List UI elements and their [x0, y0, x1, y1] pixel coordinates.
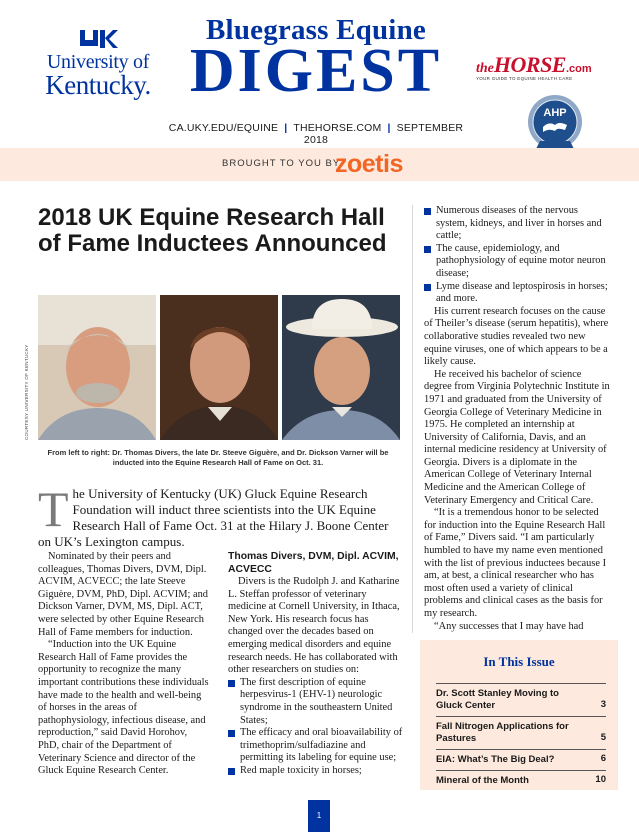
list-item: Lyme disease and leptospirosis in horses; and more. — [424, 281, 610, 306]
issue-item-mineral[interactable] — [436, 770, 606, 791]
issue-item-title: EIA: What’s The Big Deal? — [436, 754, 555, 765]
section-heading: Thomas Divers, DVM, Dipl. ACVIM, ACVECC — [228, 551, 399, 575]
article-lead — [38, 481, 398, 550]
masthead-subtitle: Bluegrass Equine — [206, 14, 426, 46]
issue-item-page: 5 — [600, 732, 606, 743]
article-headline: 2018 UK Equine Research Hall of Fame Inductees Announced — [38, 204, 387, 257]
bullet-square-icon — [424, 208, 431, 215]
in-this-issue-list — [436, 683, 606, 791]
ahp-award-badge-icon — [526, 93, 584, 155]
nav-partner-link[interactable]: THEHORSE.COM — [293, 122, 382, 134]
issue-item-page: 10 — [595, 774, 606, 785]
nav-separator: | — [387, 122, 391, 134]
article-column-2 — [228, 551, 404, 778]
nav-site-link[interactable]: CA.UKY.EDU/EQUINE — [168, 122, 279, 134]
page-number: 1 — [316, 811, 322, 820]
photo-steeve-giguere — [160, 295, 278, 440]
bullet-square-icon — [228, 768, 235, 775]
issue-item-page: 3 — [600, 699, 606, 710]
bullet-square-icon — [424, 284, 431, 291]
photo-thomas-divers — [38, 295, 156, 440]
masthead-nav — [156, 122, 476, 146]
bullet-square-icon — [424, 246, 431, 253]
issue-item-nitrogen[interactable] — [436, 716, 606, 749]
horse-logo-tagline: YOUR GUIDE TO EQUINE HEALTH CARE — [476, 76, 573, 81]
photo-credit: COURTESY UNIVERSITY OF KENTUCKY — [24, 344, 29, 440]
horse-logo-the: the — [476, 61, 494, 76]
issue-date: SEPTEMBER 2018 — [303, 122, 464, 146]
issue-item-page: 6 — [600, 753, 606, 764]
list-item: The cause, epidemiology, and pathophysiology of equine motor neuron disease; — [424, 243, 610, 281]
horse-logo-name: HORSE — [493, 52, 566, 77]
horse-logo-com: .com — [565, 63, 592, 75]
paragraph: Nominated by their peers and colleagues, Thomas Divers, DVM, Dipl. ACVIM, ACVECC; the late Steeve Giguère, DVM, PhD, Dipl. ACVIM; and Dickson Varner, DVM, MS, Dipl. ACT, were selected by other Equine Research Hall of Fame members for induction. — [38, 551, 208, 638]
paragraph: Divers is the Rudolph J. and Katharine L. Steffan professor of veterinary medicine at Cornell University, in Ithaca, New York. His research focus has changed over the decades based on emerging medical disorders and equine research needs. He has collaborated with other researchers on studies on: — [228, 576, 400, 676]
paragraph: “Any successes that I may have had — [434, 620, 584, 632]
paragraph: He received his bachelor of science degree from Virginia Polytechnic Institute in 1971 and graduated from the University of Georgia College of Veterinary Medicine in 1975. He completed an internship at University of California, Davis, and an internal medicine residency at University of Georgia. Divers is a diplomate in the American College of Veterinary Internal Medicine and the American College of Veterinary Emergency and Critical Care. — [424, 368, 610, 506]
nav-separator: | — [284, 122, 288, 134]
the-horse-logo — [476, 52, 626, 81]
article-column-1 — [38, 551, 210, 778]
portrait-icon — [282, 295, 400, 440]
in-this-issue-title: In This Issue — [483, 654, 555, 669]
list-item: Numerous diseases of the nervous system, kidneys, and liver in horses and cattle; — [424, 205, 610, 243]
issue-item-title: Fall Nitrogen Applications for Pastures — [436, 721, 569, 744]
lead-text: he University of Kentucky (UK) Gluck Equine Research Foundation will induct three scientists into the UK Equine Research Hall of Fame Oct. 31 at the Hilary J. Boone Center on UK’s Lexington campus. — [38, 486, 389, 549]
uk-logo-line2: Kentucky. — [45, 70, 151, 100]
zoetis-logo: zoetis — [335, 150, 403, 178]
list-item: Red maple toxicity in horses; — [228, 765, 404, 778]
issue-item-eia[interactable] — [436, 749, 606, 770]
bullet-list — [228, 677, 404, 778]
list-item: The first description of equine herpesvirus-1 (EHV-1) neurologic syndrome in the southeastern United States; — [228, 677, 404, 727]
bullet-list — [424, 205, 610, 306]
paragraph: “It is a tremendous honor to be selected for induction into the Equine Research Hall of Fame,” Divers said. “I am particularly humbled to have my name even mentioned with the list of previous inductees because I am, at best, a clinical researcher who has most often used a variety of clinical problems and clinical cases as the basis for my research. — [424, 507, 607, 619]
issue-item-title: Mineral of the Month — [436, 775, 529, 786]
masthead-title: DIGEST — [189, 37, 443, 105]
portrait-icon — [38, 295, 156, 440]
sponsor-label: BROUGHT TO YOU BY — [222, 158, 341, 169]
photo-caption: From left to right: Dr. Thomas Divers, the late Dr. Steeve Giguère, and Dr. Dickson Varner will be inducted into the Equine Research Hall of Fame on Oct. 31. — [47, 448, 389, 467]
svg-text:AHP: AHP — [543, 107, 567, 119]
uk-logo-line1: University of — [46, 51, 150, 73]
bullet-square-icon — [228, 730, 235, 737]
paragraph: “Induction into the UK Equine Research Hall of Fame provides the opportunity to recognize the many important contributions these individuals have made to the health and well-being of horses in the areas of pathophysiology, infectious disease, and reproduction,” said David Horohov, PhD, chair of the Department of Veterinary Science and director of the Gluck Equine Research Center. — [38, 639, 209, 777]
issue-item-title: Dr. Scott Stanley Moving to Gluck Center — [436, 688, 559, 711]
article-column-3 — [424, 205, 610, 633]
issue-item-scott-stanley[interactable] — [436, 683, 606, 716]
uk-monogram-icon — [78, 28, 118, 50]
list-item: The efficacy and oral bioavailability of trimethoprim/sulfadiazine and permitting its labeling for equine use; — [228, 727, 404, 765]
bullet-square-icon — [228, 680, 235, 687]
paragraph: His current research focuses on the cause of Theiler’s disease (serum hepatitis), where collaborative studies revealed two new equine viruses, one of which appears to be a likely cause. — [424, 305, 609, 368]
dropcap: T — [38, 481, 69, 537]
column-divider — [412, 205, 413, 633]
photo-dickson-varner — [282, 295, 400, 440]
uk-logo — [36, 28, 160, 99]
portrait-icon — [160, 295, 278, 440]
